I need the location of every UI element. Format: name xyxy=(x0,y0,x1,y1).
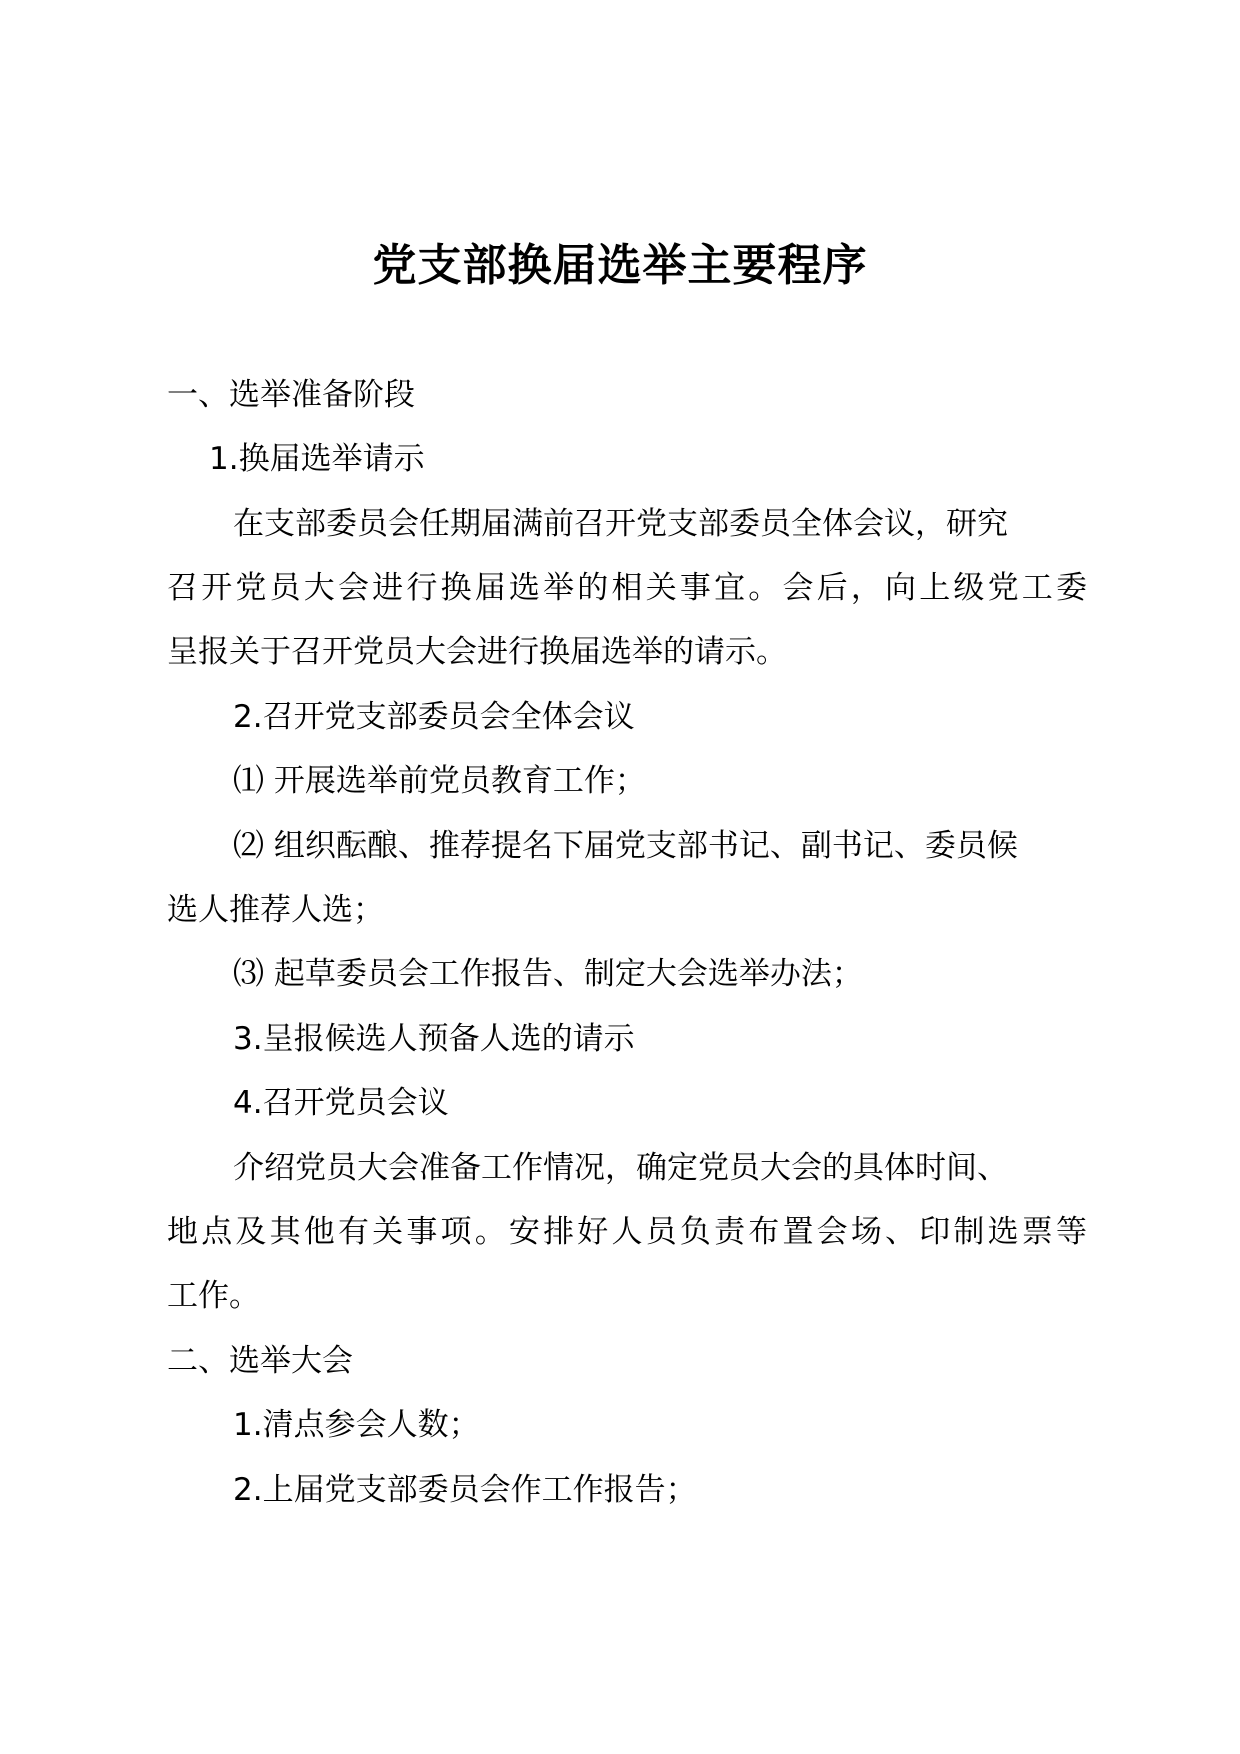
item-2-heading: 2.召开党支部委员会全体会议 xyxy=(233,699,635,735)
item-2-sub-2-line-2: 选人推荐人选； xyxy=(167,892,384,928)
section-2-heading: 二、选举大会 xyxy=(167,1343,353,1379)
item-4-paragraph-line-2: 地点及其他有关事项。安排好人员负责布置会场、印制选票等 xyxy=(167,1214,1087,1250)
document-title: 党支部换届选举主要程序 xyxy=(372,240,868,291)
section-2-item-2: 2.上届党支部委员会作工作报告； xyxy=(233,1472,697,1508)
section-2-item-1: 1.清点参会人数； xyxy=(233,1407,480,1443)
item-3-heading: 3.呈报候选人预备人选的请示 xyxy=(233,1021,635,1057)
item-1-heading: 1.换届选举请示 xyxy=(209,441,425,477)
item-2-sub-2-line-1: ⑵ 组织酝酿、推荐提名下届党支部书记、副书记、委员候 xyxy=(233,828,1018,864)
item-4-heading: 4.召开党员会议 xyxy=(233,1085,449,1121)
item-1-paragraph-line-2: 召开党员大会进行换届选举的相关事宜。会后，向上级党工委 xyxy=(167,570,1087,606)
section-1-heading: 一、选举准备阶段 xyxy=(167,377,415,413)
item-1-paragraph-line-1: 在支部委员会任期届满前召开党支部委员全体会议，研究 xyxy=(233,506,1008,542)
item-4-paragraph-line-1: 介绍党员大会准备工作情况，确定党员大会的具体时间、 xyxy=(233,1150,1008,1186)
item-4-paragraph-line-3: 工作。 xyxy=(167,1278,260,1314)
item-1-paragraph-line-3: 呈报关于召开党员大会进行换届选举的请示。 xyxy=(167,634,787,670)
item-2-sub-3: ⑶ 起草委员会工作报告、制定大会选举办法； xyxy=(233,956,863,992)
item-2-sub-1: ⑴ 开展选举前党员教育工作； xyxy=(233,763,646,799)
